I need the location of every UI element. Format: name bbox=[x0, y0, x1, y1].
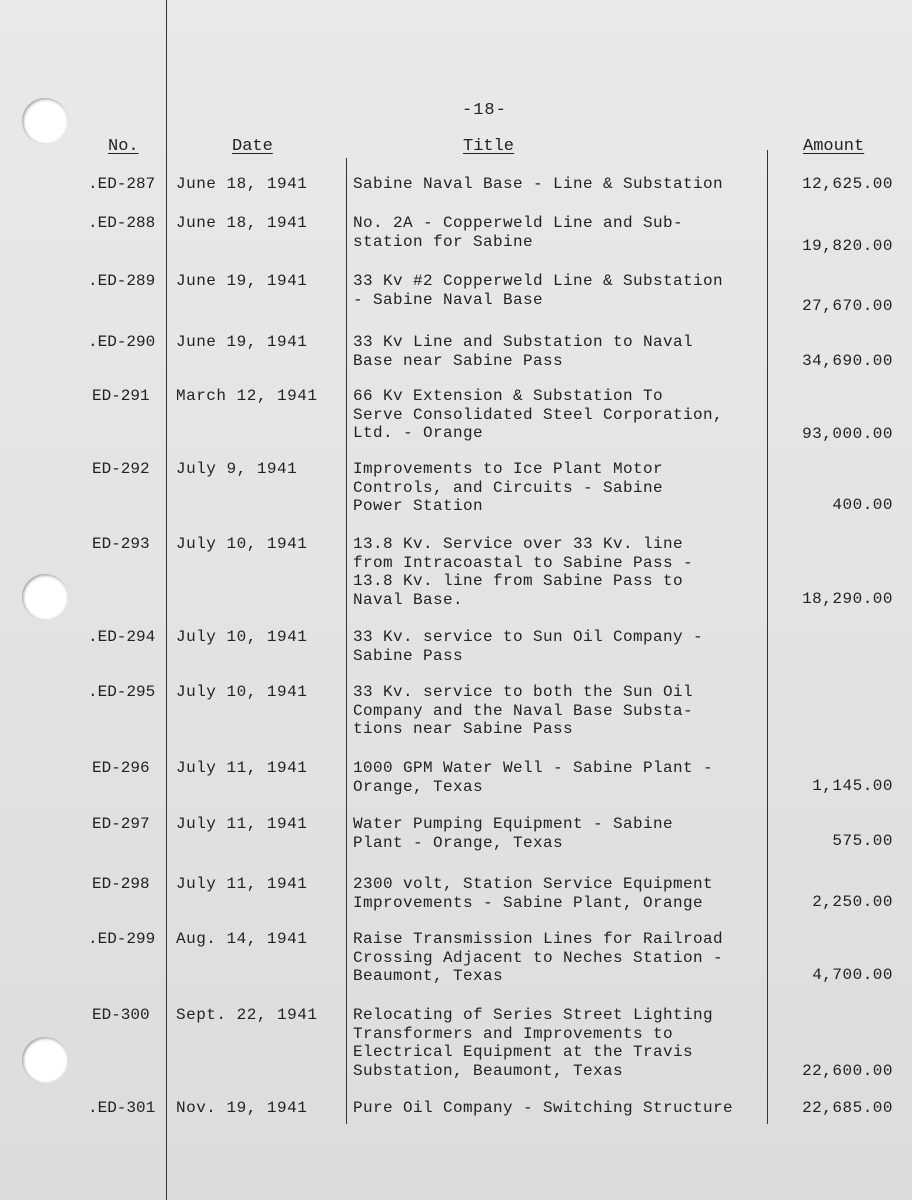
entry-title-line: Orange, Texas bbox=[353, 777, 484, 796]
entry-number: ED-291 bbox=[92, 387, 150, 405]
entry-amount: 400.00 bbox=[832, 496, 893, 514]
punch-hole bbox=[22, 574, 68, 620]
entry-date: June 19, 1941 bbox=[176, 333, 308, 351]
entry-number: ED-292 bbox=[92, 460, 150, 478]
entry-amount: 19,820.00 bbox=[802, 237, 893, 255]
entry-title-line: No. 2A - Copperweld Line and Sub- bbox=[353, 214, 684, 232]
entry-title-line: 13.8 Kv. Service over 33 Kv. line bbox=[353, 535, 684, 553]
entry-number: .ED-290 bbox=[88, 333, 156, 351]
entry-number: ED-297 bbox=[92, 815, 150, 833]
entry-number: ED-300 bbox=[92, 1006, 150, 1024]
entry-amount: 18,290.00 bbox=[802, 590, 893, 608]
entry-date: July 10, 1941 bbox=[176, 535, 308, 553]
entry-title-line: 33 Kv #2 Copperweld Line & Substation bbox=[353, 272, 724, 290]
entry-title bbox=[353, 628, 773, 665]
punch-hole bbox=[22, 1037, 68, 1083]
entry-title-line: 1000 GPM Water Well - Sabine Plant - bbox=[353, 759, 714, 777]
entry-date: Sept. 22, 1941 bbox=[176, 1006, 318, 1024]
entry-title bbox=[353, 333, 773, 370]
entry-date: June 18, 1941 bbox=[176, 175, 308, 193]
entry-title-line: 13.8 Kv. line from Sabine Pass to bbox=[353, 572, 684, 590]
entry-title-line: 33 Kv. service to Sun Oil Company - bbox=[353, 628, 704, 646]
entry-title-line: Improvements to Ice Plant Motor bbox=[353, 460, 664, 478]
entry-title-line: Pure Oil Company - Switching Structure bbox=[353, 1099, 734, 1117]
entry-date: June 18, 1941 bbox=[176, 214, 308, 232]
entry-number: .ED-295 bbox=[88, 683, 156, 701]
header-no: No. bbox=[108, 137, 139, 156]
header-date: Date bbox=[232, 137, 273, 156]
entry-title bbox=[353, 683, 773, 739]
entry-number: .ED-301 bbox=[88, 1099, 156, 1117]
entry-number: .ED-289 bbox=[88, 272, 156, 290]
entry-title-line: Naval Base. bbox=[353, 590, 464, 609]
entry-title bbox=[353, 460, 773, 516]
entry-number: .ED-288 bbox=[88, 214, 156, 232]
entry-title-line: Beaumont, Texas bbox=[353, 967, 504, 985]
entry-title bbox=[353, 535, 773, 609]
entry-title bbox=[353, 875, 773, 912]
entry-title bbox=[353, 1099, 773, 1118]
punch-hole bbox=[22, 98, 68, 144]
entry-number: ED-293 bbox=[92, 535, 150, 553]
entry-title-line: Serve Consolidated Steel Corporation, bbox=[353, 405, 724, 424]
entry-amount: 1,145.00 bbox=[812, 777, 893, 795]
entry-title-line: from Intracoastal to Sabine Pass - bbox=[353, 553, 694, 572]
entry-date: July 11, 1941 bbox=[176, 875, 308, 893]
column-rule-left bbox=[166, 0, 167, 1200]
entry-number: .ED-287 bbox=[88, 175, 156, 193]
entry-title-line: Controls, and Circuits - Sabine bbox=[353, 478, 664, 497]
entry-title bbox=[353, 272, 773, 309]
entry-title-line: 2300 volt, Station Service Equipment bbox=[353, 875, 714, 893]
entry-amount: 2,250.00 bbox=[812, 893, 893, 911]
entry-title-line: Company and the Naval Base Substa- bbox=[353, 701, 694, 720]
entry-date: July 10, 1941 bbox=[176, 628, 308, 646]
entry-title-line: Ltd. - Orange bbox=[353, 424, 484, 442]
page-number: -18- bbox=[462, 101, 507, 120]
entry-date: July 9, 1941 bbox=[176, 460, 298, 478]
entry-title-line: - Sabine Naval Base bbox=[353, 290, 544, 309]
entry-amount: 575.00 bbox=[832, 832, 893, 850]
entry-date: Aug. 14, 1941 bbox=[176, 930, 308, 948]
entry-amount: 34,690.00 bbox=[802, 352, 893, 370]
entry-title-line: 66 Kv Extension & Substation To bbox=[353, 387, 664, 405]
entry-title-line: Plant - Orange, Texas bbox=[353, 833, 564, 852]
entry-title bbox=[353, 759, 773, 796]
entry-number: .ED-299 bbox=[88, 930, 156, 948]
entry-title bbox=[353, 815, 773, 852]
entry-title-line: Substation, Beaumont, Texas bbox=[353, 1061, 624, 1080]
header-amount: Amount bbox=[803, 137, 865, 156]
entry-date: June 19, 1941 bbox=[176, 272, 308, 290]
entry-title-line: Raise Transmission Lines for Railroad bbox=[353, 930, 724, 948]
entry-title-line: Electrical Equipment at the Travis bbox=[353, 1043, 694, 1061]
entry-amount: 93,000.00 bbox=[802, 425, 893, 443]
entry-amount: 22,685.00 bbox=[802, 1099, 893, 1117]
entry-amount: 22,600.00 bbox=[802, 1062, 893, 1080]
entry-amount: 4,700.00 bbox=[812, 966, 893, 984]
entry-title bbox=[353, 387, 773, 443]
entry-date: July 11, 1941 bbox=[176, 815, 308, 833]
header-title: Title bbox=[463, 137, 515, 156]
entry-title bbox=[353, 175, 773, 194]
entry-date: July 10, 1941 bbox=[176, 683, 308, 701]
entry-title bbox=[353, 1006, 773, 1080]
entry-title-line: 33 Kv. service to both the Sun Oil bbox=[353, 683, 694, 701]
entry-title-line: 33 Kv Line and Substation to Naval bbox=[353, 333, 694, 351]
entry-title bbox=[353, 214, 773, 251]
entry-number: ED-296 bbox=[92, 759, 150, 777]
entry-title-line: Power Station bbox=[353, 497, 484, 515]
entry-title bbox=[353, 930, 773, 986]
entry-title-line: station for Sabine bbox=[353, 232, 534, 251]
entry-title-line: tions near Sabine Pass bbox=[353, 720, 574, 738]
entry-date: Nov. 19, 1941 bbox=[176, 1099, 308, 1117]
entry-title-line: Base near Sabine Pass bbox=[353, 351, 564, 370]
entry-title-line: Sabine Pass bbox=[353, 646, 464, 665]
entry-title-line: Water Pumping Equipment - Sabine bbox=[353, 815, 674, 833]
entry-number: .ED-294 bbox=[88, 628, 156, 646]
entry-amount: 27,670.00 bbox=[802, 297, 893, 315]
entry-title-line: Sabine Naval Base - Line & Substation bbox=[353, 175, 724, 193]
entry-title-line: Transformers and Improvements to bbox=[353, 1024, 674, 1043]
entry-title-line: Relocating of Series Street Lighting bbox=[353, 1006, 714, 1024]
entry-title-line: Crossing Adjacent to Neches Station - bbox=[353, 948, 724, 967]
entry-date: July 11, 1941 bbox=[176, 759, 308, 777]
entry-number: ED-298 bbox=[92, 875, 150, 893]
entry-amount: 12,625.00 bbox=[802, 175, 893, 193]
column-rule-title bbox=[346, 158, 347, 1124]
entry-title-line: Improvements - Sabine Plant, Orange bbox=[353, 893, 704, 912]
entry-date: March 12, 1941 bbox=[176, 387, 318, 405]
